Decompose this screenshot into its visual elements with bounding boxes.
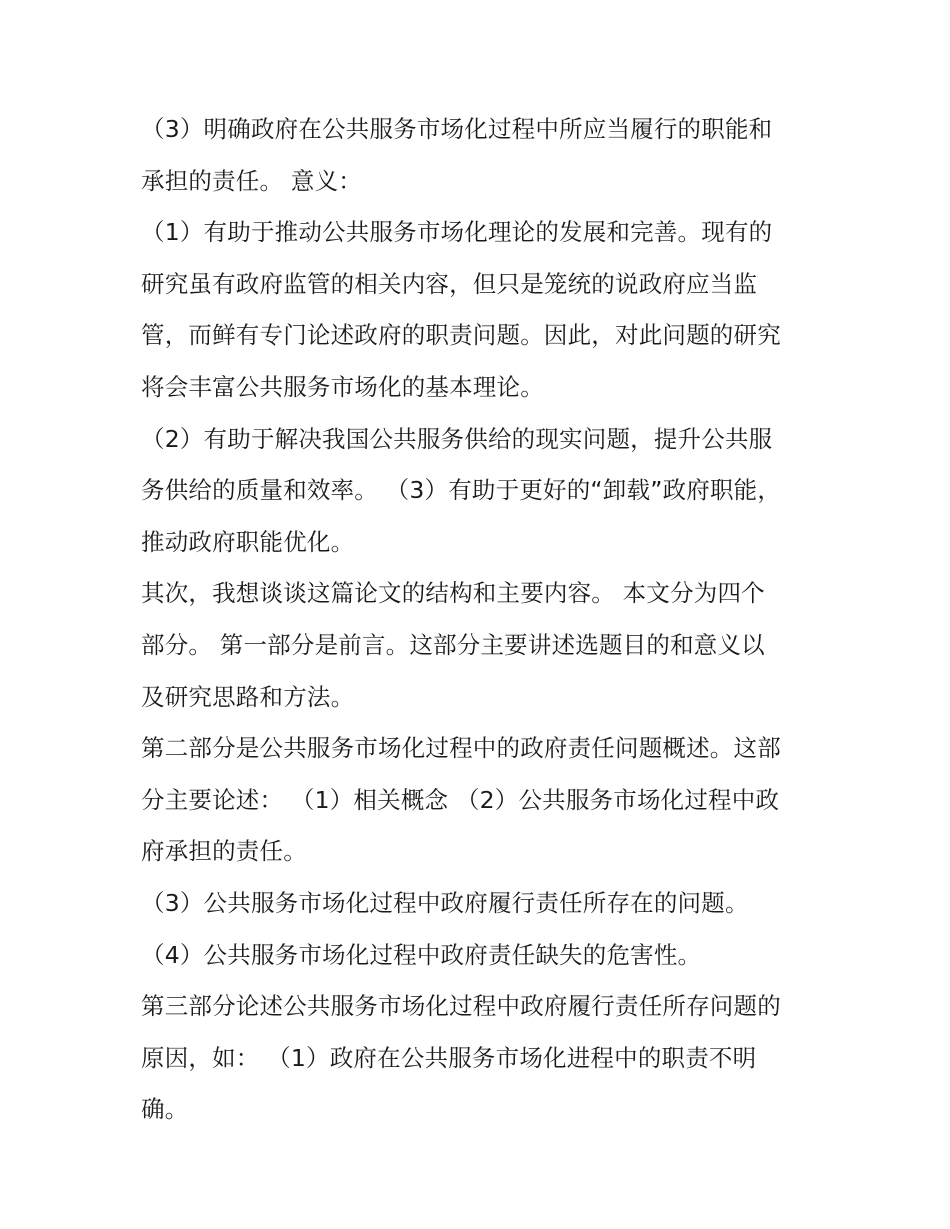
text-line: 务供给的质量和效率。 （3）有助于更好的“卸载”政府职能， bbox=[141, 476, 782, 505]
text-line: 及研究思路和方法。 bbox=[141, 682, 355, 711]
text-line: 分主要论述： （1）相关概念 （2）公共服务市场化过程中政 bbox=[141, 785, 780, 814]
text-line: （1）有助于推动公共服务市场化理论的发展和完善。现有的 bbox=[141, 218, 773, 247]
text-line: 推动政府职能优化。 bbox=[141, 527, 355, 556]
text-line: （3）公共服务市场化过程中政府履行责任所存在的问题。 bbox=[141, 888, 749, 917]
text-line: （2）有助于解决我国公共服务供给的现实问题，提升公共服 bbox=[141, 424, 773, 453]
text-line: 管，而鲜有专门论述政府的职责问题。因此，对此问题的研究 bbox=[141, 321, 781, 350]
text-line: 将会丰富公共服务市场化的基本理论。 bbox=[141, 372, 544, 401]
text-line: （3）明确政府在公共服务市场化过程中所应当履行的职能和 bbox=[141, 115, 773, 143]
document-body bbox=[141, 104, 821, 1136]
text-line: 第二部分是公共服务市场化过程中的政府责任问题概述。这部 bbox=[141, 734, 781, 763]
text-line: 研究虽有政府监管的相关内容，但只是笼统的说政府应当监 bbox=[141, 269, 758, 298]
text-line: 确。 bbox=[141, 1095, 189, 1124]
text-line: 其次，我想谈谈这篇论文的结构和主要内容。 本文分为四个 bbox=[141, 579, 765, 608]
text-line: 第三部分论述公共服务市场化过程中政府履行责任所存问题的 bbox=[141, 992, 781, 1021]
text-line: （4）公共服务市场化过程中政府责任缺失的危害性。 bbox=[141, 940, 702, 969]
text-line: 府承担的责任。 bbox=[141, 837, 307, 866]
text-line: 原因，如： （1）政府在公共服务市场化进程中的职责不明 bbox=[141, 1043, 757, 1072]
text-line: 承担的责任。 意义： bbox=[141, 166, 362, 195]
text-line: 部分。 第一部分是前言。这部分主要讲述选题目的和意义以 bbox=[141, 630, 765, 659]
